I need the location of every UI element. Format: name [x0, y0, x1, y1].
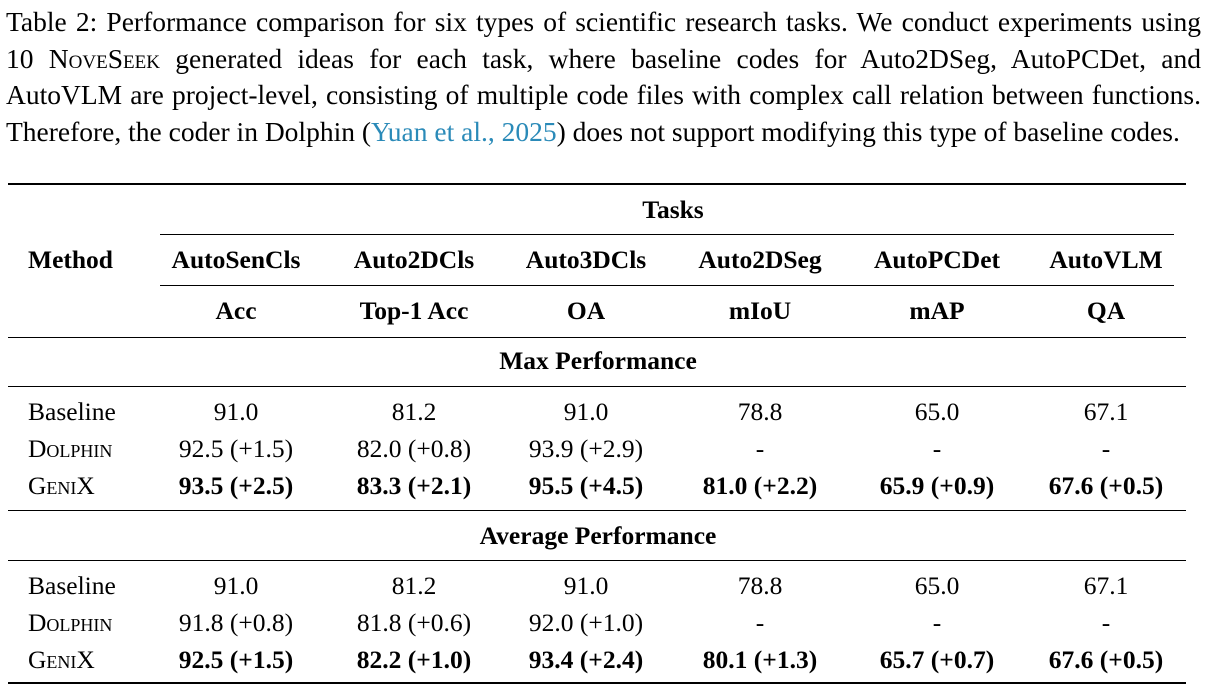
- table-cell: 92.5 (+1.5): [178, 434, 294, 463]
- table-cell: 65.9 (+0.9): [879, 471, 995, 500]
- task-header: Auto2DSeg: [698, 245, 822, 274]
- metric-header: mIoU: [728, 296, 792, 325]
- header-bottom-rule: [8, 337, 1186, 338]
- table-cell: 81.0 (+2.2): [702, 471, 818, 500]
- table-cell: 93.9 (+2.9): [528, 434, 644, 463]
- table-cell: -: [932, 608, 942, 637]
- table-cell: -: [755, 434, 765, 463]
- table-cell: 65.0: [914, 397, 960, 426]
- metric-header: Acc: [215, 296, 257, 325]
- table-cell: -: [1101, 608, 1111, 637]
- method-name: Dolphin: [28, 434, 113, 463]
- table-cell: 67.1: [1083, 571, 1129, 600]
- task-header: AutoSenCls: [171, 245, 301, 274]
- metric-header: mAP: [909, 296, 965, 325]
- table-top-rule: [8, 183, 1186, 185]
- table-cell: 67.6 (+0.5): [1048, 645, 1164, 674]
- table-cell: 93.4 (+2.4): [528, 645, 644, 674]
- metric-header: Top-1 Acc: [359, 296, 469, 325]
- table-cell: 80.1 (+1.3): [702, 645, 818, 674]
- method-name: Baseline: [28, 397, 116, 426]
- table-cell: -: [1101, 434, 1111, 463]
- task-header: AutoVLM: [1049, 245, 1163, 274]
- section-rule-average: [8, 560, 1186, 561]
- task-header: Auto2DCls: [353, 245, 475, 274]
- metric-header: OA: [566, 296, 606, 325]
- table-cell: 92.0 (+1.0): [528, 608, 644, 637]
- table-cell: 91.0: [563, 571, 609, 600]
- table-cell: 65.0: [914, 571, 960, 600]
- caption-noveseek: NoveSeek: [48, 42, 160, 74]
- table-cell: 91.8 (+0.8): [178, 608, 294, 637]
- tasks-subrule: [160, 234, 1174, 235]
- table-cell: 91.0: [213, 571, 259, 600]
- caption-text-1: Performance comparison for six types of scientific research tasks. We conduct experiments using 10: [6, 6, 1202, 74]
- table-cell: 67.6 (+0.5): [1048, 471, 1164, 500]
- table-cell: 81.2: [391, 571, 437, 600]
- section-rule-max: [8, 386, 1186, 387]
- table-cell: 93.5 (+2.5): [178, 471, 294, 500]
- caption-text-2: generated ideas for each task, where baseline codes for Auto2DSeg, AutoPCDet, and AutoVLM are project-level, consisting of multiple code files with complex call relation between functions. Therefore, the coder in Dolphin (: [6, 42, 1202, 147]
- table-cell: 92.5 (+1.5): [178, 645, 294, 674]
- table-cell: 83.3 (+2.1): [356, 471, 472, 500]
- method-name: GeniX: [28, 471, 95, 500]
- table-bottom-rule: [8, 682, 1186, 684]
- method-name: Baseline: [28, 571, 116, 600]
- method-name: GeniX: [28, 645, 95, 674]
- metric-header: QA: [1086, 296, 1126, 325]
- task-header: Auto3DCls: [525, 245, 647, 274]
- caption-text-3: ) does not support modifying this type of baseline codes.: [556, 115, 1180, 147]
- table-cell: 65.7 (+0.7): [879, 645, 995, 674]
- table-cell: 82.0 (+0.8): [356, 434, 472, 463]
- section-title: Max Performance: [499, 346, 697, 375]
- method-header: Method: [28, 245, 113, 274]
- table-cell: 82.2 (+1.0): [356, 645, 472, 674]
- section-title: Average Performance: [479, 521, 717, 550]
- table-cell: 91.0: [563, 397, 609, 426]
- section-separator-rule: [8, 510, 1186, 511]
- table-cell: 67.1: [1083, 397, 1129, 426]
- method-name: Dolphin: [28, 608, 113, 637]
- table-cell: 81.2: [391, 397, 437, 426]
- table-cell: 78.8: [737, 571, 783, 600]
- table-cell: 91.0: [213, 397, 259, 426]
- table-cell: 95.5 (+4.5): [528, 471, 644, 500]
- table-caption: [6, 4, 1201, 150]
- table-cell: 81.8 (+0.6): [356, 608, 472, 637]
- table-cell: -: [932, 434, 942, 463]
- tasks-header: Tasks: [642, 195, 704, 224]
- table-cell: -: [755, 608, 765, 637]
- metrics-subrule: [160, 285, 1174, 286]
- table-cell: 78.8: [737, 397, 783, 426]
- citation-link-authors[interactable]: Yuan et al.,: [371, 115, 495, 147]
- caption-label: Table 2:: [6, 6, 98, 37]
- citation-link-year[interactable]: 2025: [501, 115, 557, 147]
- task-header: AutoPCDet: [873, 245, 1001, 274]
